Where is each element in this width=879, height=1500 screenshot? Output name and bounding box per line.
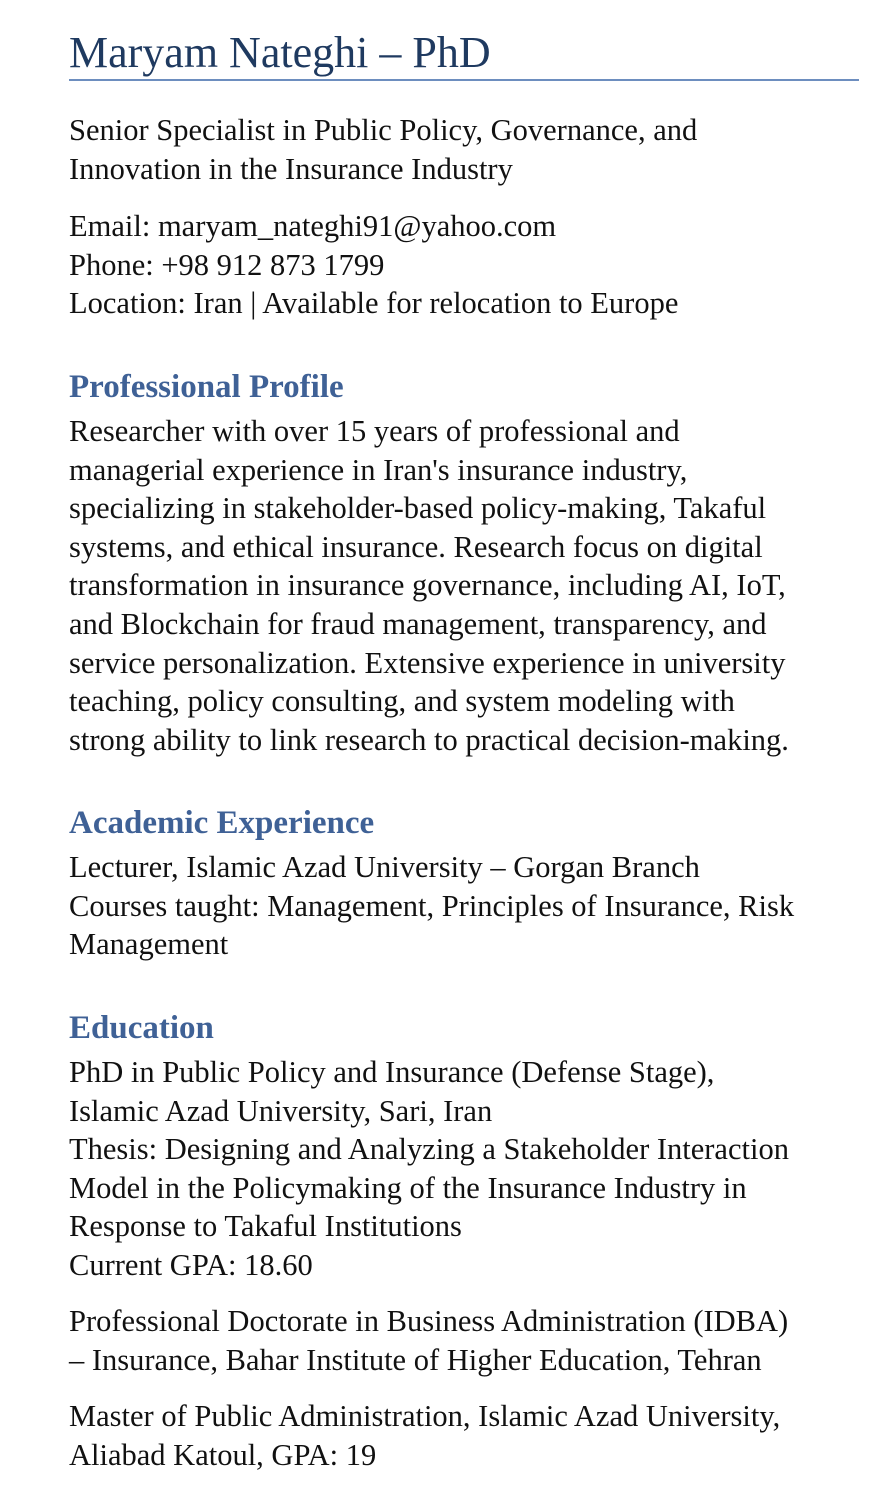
education-entry-idba (69, 1302, 788, 1379)
tagline-line: Innovation in the Insurance Industry (69, 151, 513, 186)
education-entry-phd (69, 1053, 789, 1285)
contact-location: Location: Iran | Available for relocation to Europe (69, 286, 679, 321)
profile-line: strong ability to link research to practical decision-making. (69, 722, 789, 757)
education-line: Islamic Azad University, Sari, Iran (69, 1093, 493, 1128)
education-line: Model in the Policymaking of the Insurance Industry in (69, 1170, 747, 1205)
profile-line: service personalization. Extensive experience in university (69, 645, 786, 680)
professional-profile-body (69, 412, 789, 759)
profile-line: Researcher with over 15 years of professional and (69, 414, 680, 448)
education-line: Professional Doctorate in Business Administration (IDBA) (69, 1304, 789, 1338)
contact-info (69, 207, 678, 323)
profile-line: specializing in stakeholder-based policy-making, Takaful (69, 491, 767, 526)
title-divider (69, 79, 859, 81)
section-heading-professional-profile: Professional Profile (69, 369, 344, 405)
section-heading-education: Education (69, 1010, 214, 1046)
education-line: – Insurance, Bahar Institute of Higher Education, Tehran (69, 1342, 762, 1377)
contact-email[interactable]: Email: maryam_nateghi91@yahoo.com (69, 209, 557, 243)
education-line: Response to Takaful Institutions (69, 1209, 462, 1244)
tagline-line: Senior Specialist in Public Policy, Governance, and (69, 113, 698, 147)
profile-line: teaching, policy consulting, and system modeling with (69, 684, 735, 719)
profile-line: systems, and ethical insurance. Research focus on digital (69, 529, 763, 564)
education-line: Thesis: Designing and Analyzing a Stakeholder Interaction (69, 1132, 789, 1167)
education-line: PhD in Public Policy and Insurance (Defense Stage), (69, 1055, 715, 1089)
tagline (69, 111, 697, 188)
academic-line: Lecturer, Islamic Azad University – Gorgan Branch (69, 850, 700, 884)
education-entry-mpa (69, 1397, 780, 1474)
profile-line: and Blockchain for fraud management, transparency, and (69, 606, 767, 641)
academic-line: Courses taught: Management, Principles of Insurance, Risk (69, 888, 795, 923)
education-line: Aliabad Katoul, GPA: 19 (69, 1437, 377, 1472)
profile-line: managerial experience in Iran's insurance industry, (69, 452, 688, 487)
education-line: Current GPA: 18.60 (69, 1247, 313, 1282)
education-line: Master of Public Administration, Islamic Azad University, (69, 1399, 781, 1433)
academic-experience-body (69, 848, 794, 964)
profile-line: transformation in insurance governance, including AI, IoT, (69, 568, 786, 603)
contact-phone[interactable]: Phone: +98 912 873 1799 (69, 247, 385, 282)
section-heading-academic-experience: Academic Experience (69, 805, 375, 841)
page-title: Maryam Nateghi – PhD (69, 28, 491, 77)
academic-line: Management (69, 927, 229, 962)
